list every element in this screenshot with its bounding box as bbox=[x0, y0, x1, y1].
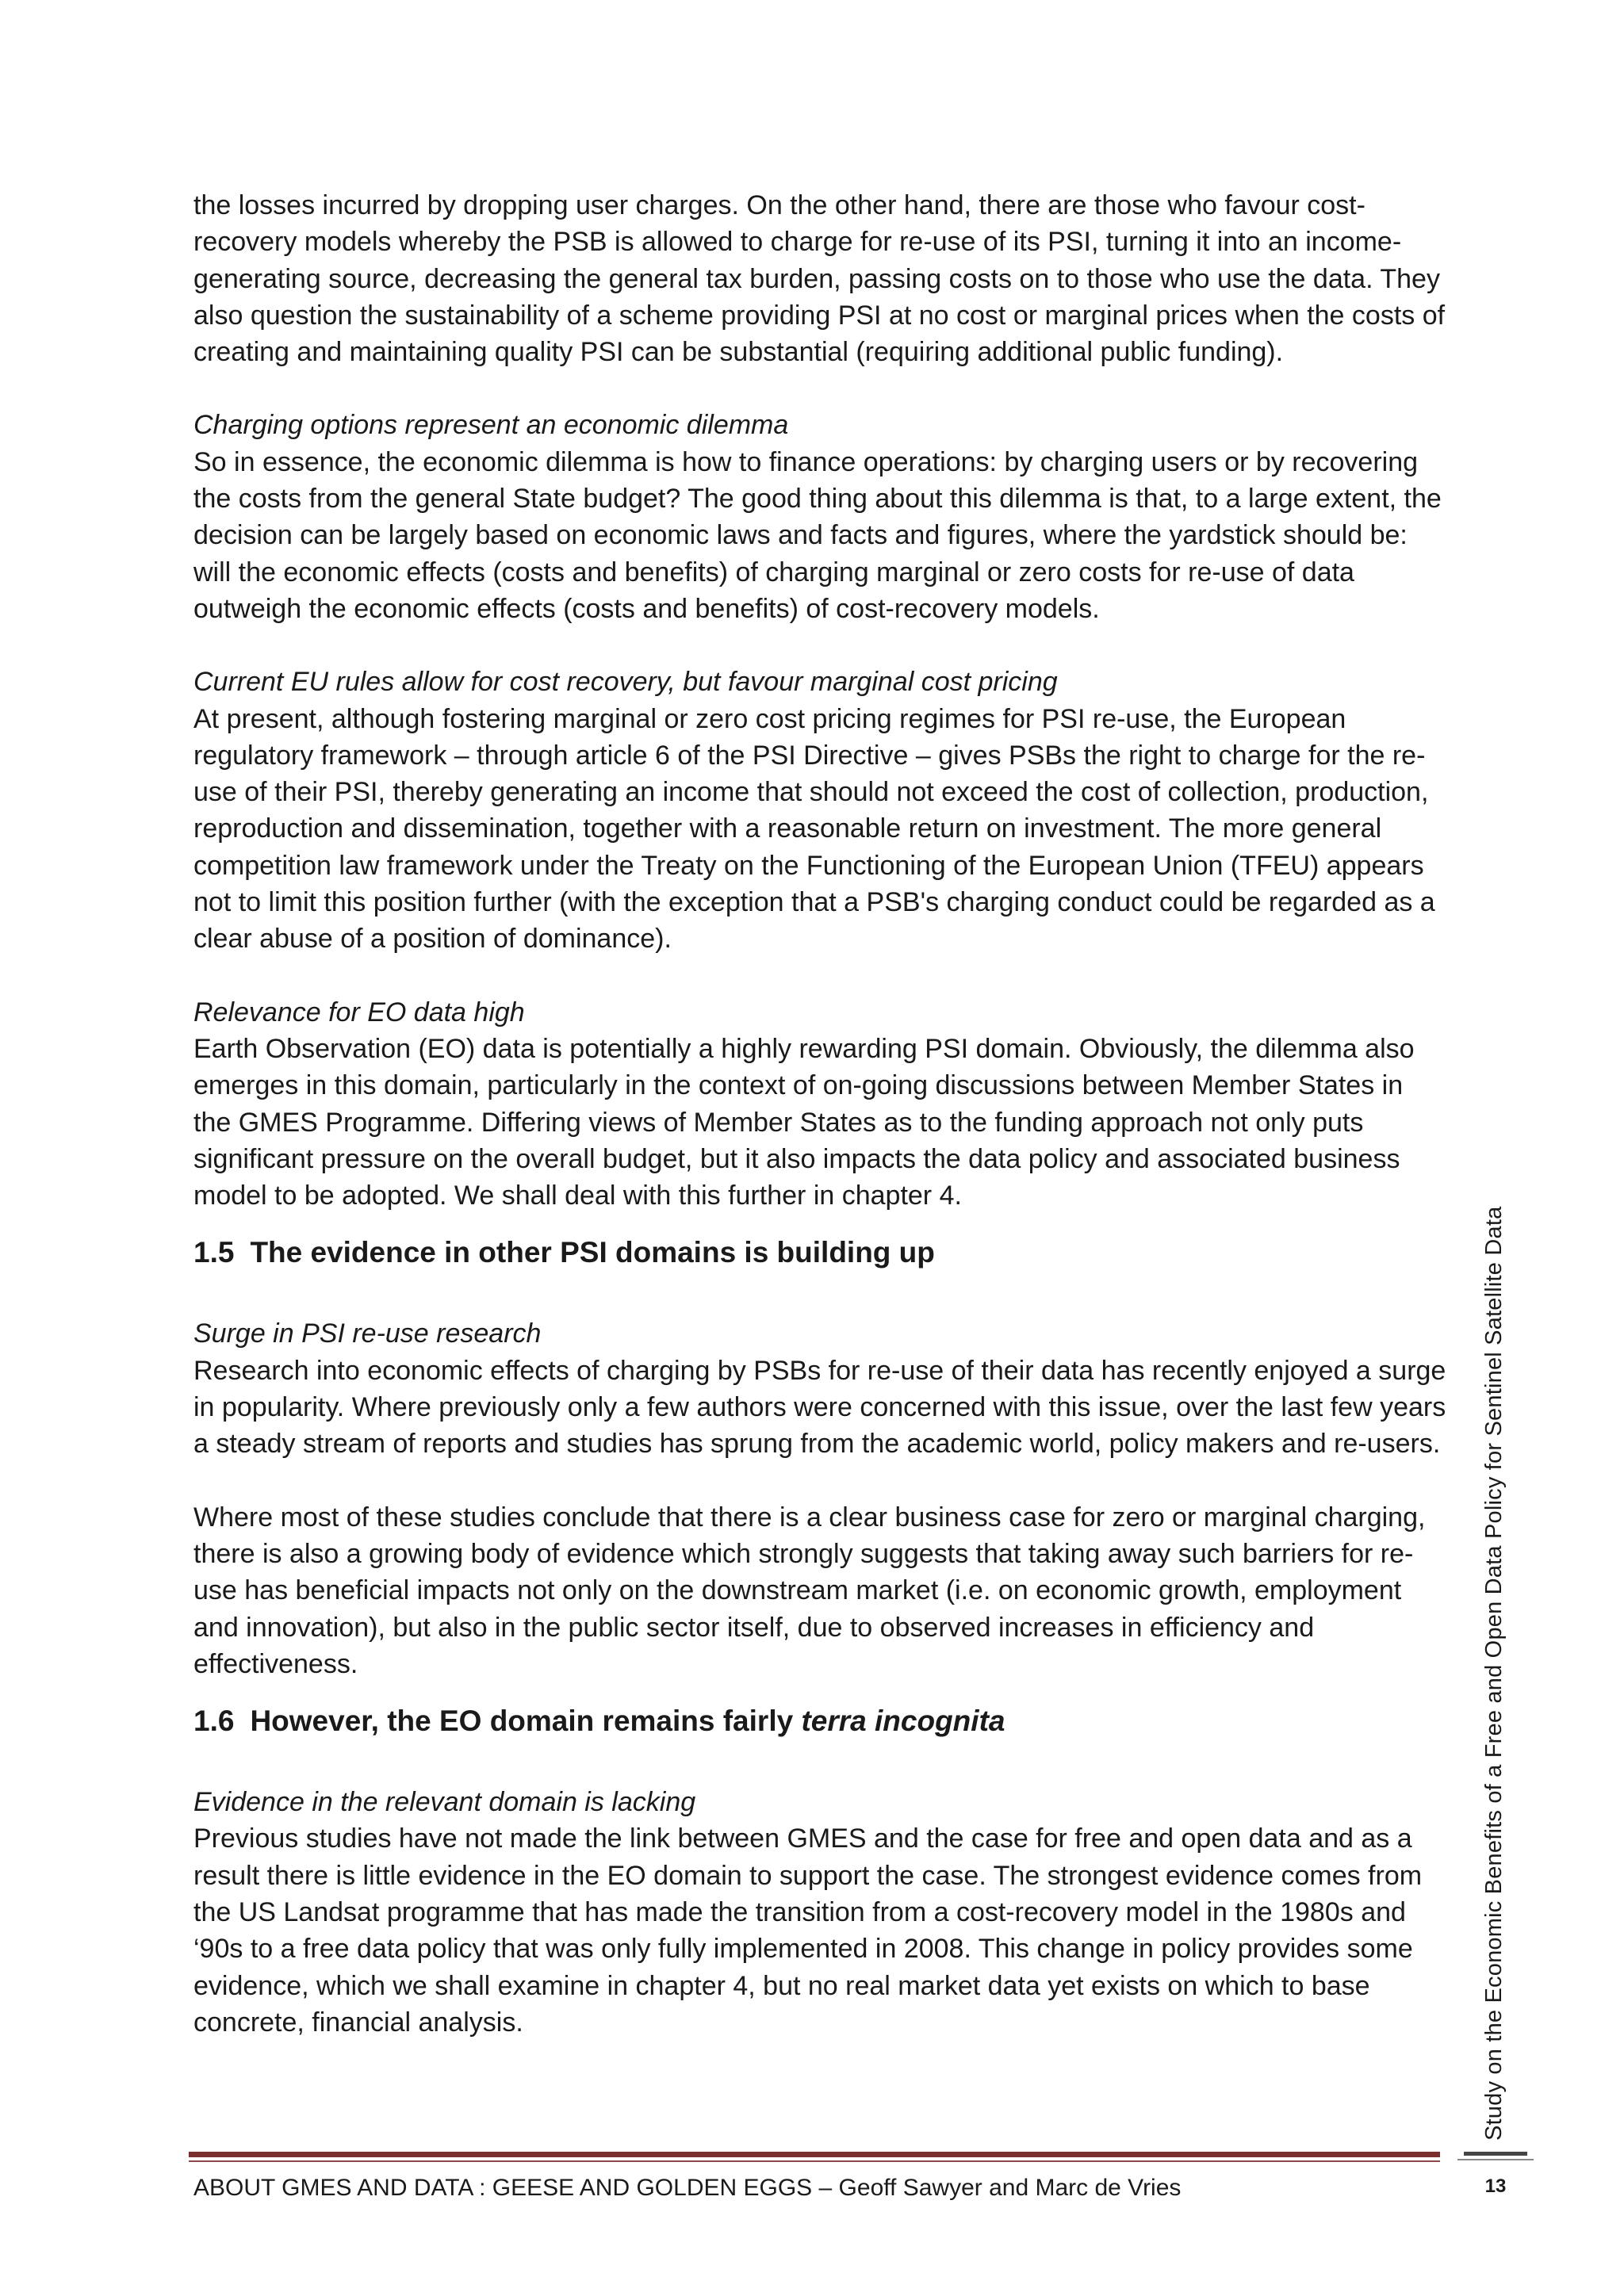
section-title: However, the EO domain remains fairly bbox=[250, 1705, 794, 1738]
section-heading-1-6 bbox=[193, 1703, 1446, 1739]
section-number: 1.6 bbox=[193, 1705, 235, 1738]
footer-rule-thin bbox=[189, 2160, 1440, 2162]
section-heading-1-5 bbox=[193, 1234, 1446, 1271]
page-number: 13 bbox=[1484, 2175, 1507, 2197]
footer-text: ABOUT GMES AND DATA : GEESE AND GOLDEN EGGS – Geoff Sawyer and Marc de Vries bbox=[193, 2175, 1182, 2201]
footer-rule bbox=[189, 2152, 1440, 2157]
section-title: The evidence in other PSI domains is building up bbox=[250, 1236, 935, 1269]
page-body bbox=[193, 187, 1446, 2041]
side-document-title: Study on the Economic Benefits of a Free and Open Data Policy for Sentinel Satellite Data bbox=[1481, 1206, 1507, 2141]
subheading: Current EU rules allow for cost recovery, but favour marginal cost pricing bbox=[193, 667, 1058, 698]
section-title-emphasis: terra incognita bbox=[801, 1705, 1005, 1738]
paragraph: the losses incurred by dropping user charges. On the other hand, there are those who favour cost-recovery models whereby the PSB is allowed to charge for re-use of its PSI, turning it into an income-generating source, decreasing the general tax burden, passing costs on to those who use the data. They also question the sustainability of a scheme providing PSI at no cost or marginal prices when the costs of creating and maintaining quality PSI can be substantial (requiring additional public funding). bbox=[193, 190, 1446, 368]
section-number: 1.5 bbox=[193, 1236, 235, 1269]
paragraph: Where most of these studies conclude that there is a clear business case for zero or marginal charging, there is also a growing body of evidence which strongly suggests that taking away such barriers for re-use has beneficial impacts not only on the downstream market (i.e. on economic growth, employment and innovation), but also in the public sector itself, due to observed increases in efficiency and effectiveness. bbox=[193, 1502, 1426, 1679]
paragraph: So in essence, the economic dilemma is how to finance operations: by charging users or by recovering the costs from the general State budget? The good thing about this dilemma is that, to a large extent, the decision can be largely based on economic laws and facts and figures, where the yardstick should be: will the economic effects (costs and benefits) of charging marginal or zero costs for re-use of data outweigh the economic effects (costs and benefits) of cost-recovery models. bbox=[193, 446, 1442, 624]
paragraph: At present, although fostering marginal or zero cost pricing regimes for PSI re-use, the European regulatory framework – through article 6 of the PSI Directive – gives PSBs the right to charge for the re-use of their PSI, thereby generating an income that should not exceed the cost of collection, production, reproduction and dissemination, together with a reasonable return on investment. The more general competition law framework under the Treaty on the Functioning of the European Union (TFEU) appears not to limit this position further (with the exception that a PSB's charging conduct could be regarded as a clear abuse of a position of dominance). bbox=[193, 703, 1435, 955]
subheading: Charging options represent an economic dilemma bbox=[193, 410, 789, 441]
page-number-rule bbox=[1464, 2152, 1527, 2156]
paragraph: Earth Observation (EO) data is potentially a highly rewarding PSI domain. Obviously, the dilemma also emerges in this domain, particularly in the context of on-going discussions between Member States in the GMES Programme. Differing views of Member States as to the funding approach not only puts significant pressure on the overall budget, but it also impacts the data policy and associated business model to be adopted. We shall deal with this further in chapter 4. bbox=[193, 1033, 1415, 1211]
subheading: Surge in PSI re-use research bbox=[193, 1318, 542, 1349]
page-number-rule-thin bbox=[1457, 2159, 1534, 2160]
paragraph: Research into economic effects of charging by PSBs for re-use of their data has recently enjoyed a surge in popularity. Where previously only a few authors were concerned with this issue, over the last few years a steady stream of reports and studies has sprung from the academic world, policy makers and re-users. bbox=[193, 1355, 1446, 1460]
paragraph: Previous studies have not made the link between GMES and the case for free and open data and as a result there is little evidence in the EO domain to support the case. The strongest evidence comes from the US Landsat programme that has made the transition from a cost-recovery model in the 1980s and ‘90s to a free data policy that was only fully implemented in 2008. This change in policy provides some evidence, which we shall examine in chapter 4, but no real market data yet exists on which to base concrete, financial analysis. bbox=[193, 1823, 1423, 2038]
subheading: Evidence in the relevant domain is lacking bbox=[193, 1787, 696, 1818]
subheading: Relevance for EO data high bbox=[193, 997, 525, 1027]
